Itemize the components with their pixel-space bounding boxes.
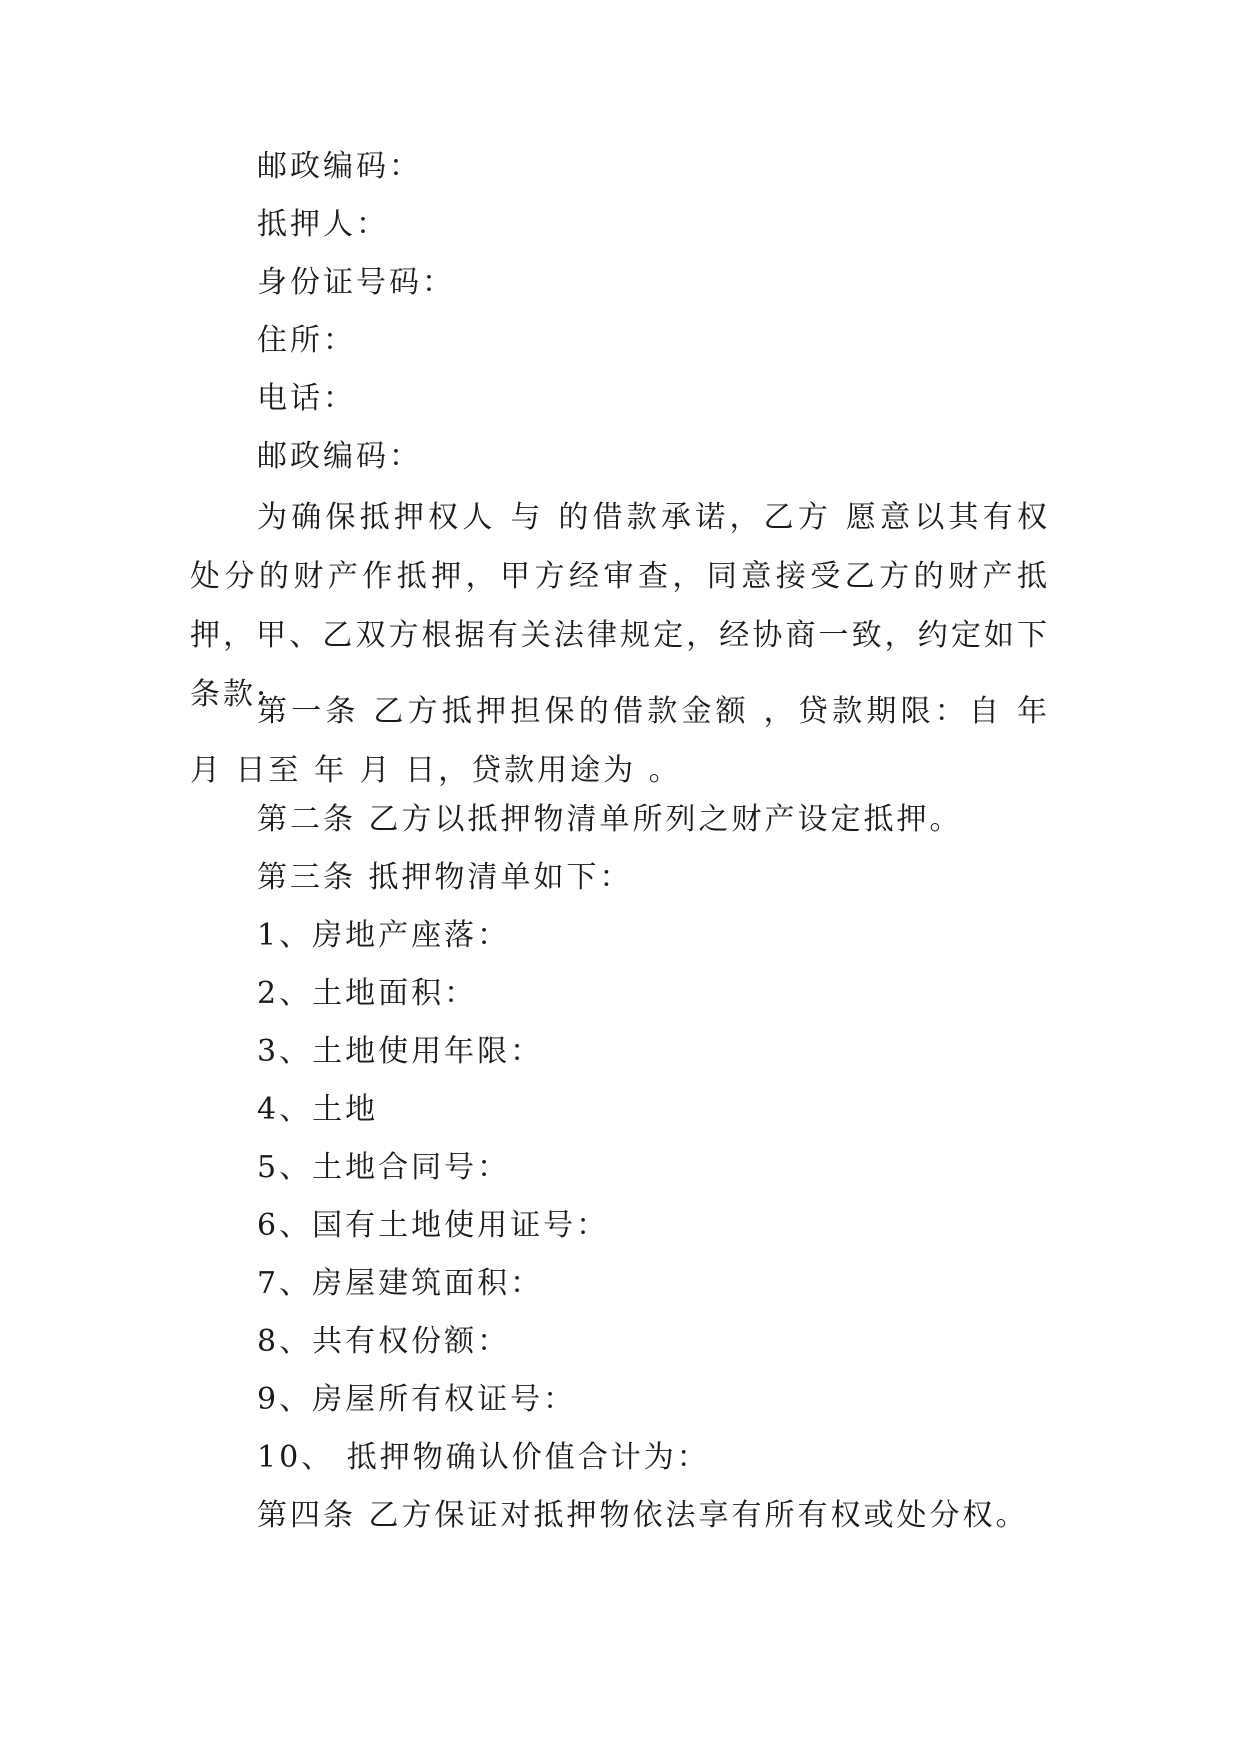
- article-4-line: 第四条 乙方保证对抵押物依法享有所有权或处分权。: [257, 1498, 1029, 1533]
- residence-line: 住所：: [257, 323, 356, 358]
- intro-paragraph: 为确保抵押权人 与 的借款承诺，乙方 愿意以其有权处分的财产作抵押，甲方经审查，同意接受乙方的财产抵押，甲、乙双方根据有关法律规定，经协商一致，约定如下条款:: [190, 500, 1050, 712]
- article-1-paragraph: 第一条 乙方抵押担保的借款金额 ，贷款期限：自 年 月 日至 年 月 日，贷款用途为 。: [190, 694, 1050, 788]
- list-item: 6、国有土地使用证号：: [257, 1208, 610, 1243]
- phone-line: 电话：: [257, 381, 356, 416]
- postal-code-line-2: 邮政编码：: [257, 439, 422, 474]
- list-item: 5、土地合同号：: [257, 1150, 511, 1185]
- article-2-line: 第二条 乙方以抵押物清单所列之财产设定抵押。: [257, 802, 963, 837]
- list-item: 3、土地使用年限：: [257, 1034, 544, 1069]
- mortgagor-line: 抵押人：: [257, 207, 389, 242]
- list-item: 7、房屋建筑面积：: [257, 1266, 544, 1301]
- list-item: 1、房地产座落：: [257, 918, 511, 953]
- list-item: 10、 抵押物确认价值合计为：: [257, 1440, 710, 1475]
- list-item: 4、土地: [257, 1092, 379, 1127]
- article-3-line: 第三条 抵押物清单如下：: [257, 860, 633, 895]
- list-item: 8、共有权份额：: [257, 1324, 511, 1359]
- list-item: 9、房屋所有权证号：: [257, 1382, 577, 1417]
- postal-code-line-1: 邮政编码：: [257, 149, 422, 184]
- id-number-line: 身份证号码：: [257, 265, 455, 300]
- list-item: 2、土地面积：: [257, 976, 478, 1011]
